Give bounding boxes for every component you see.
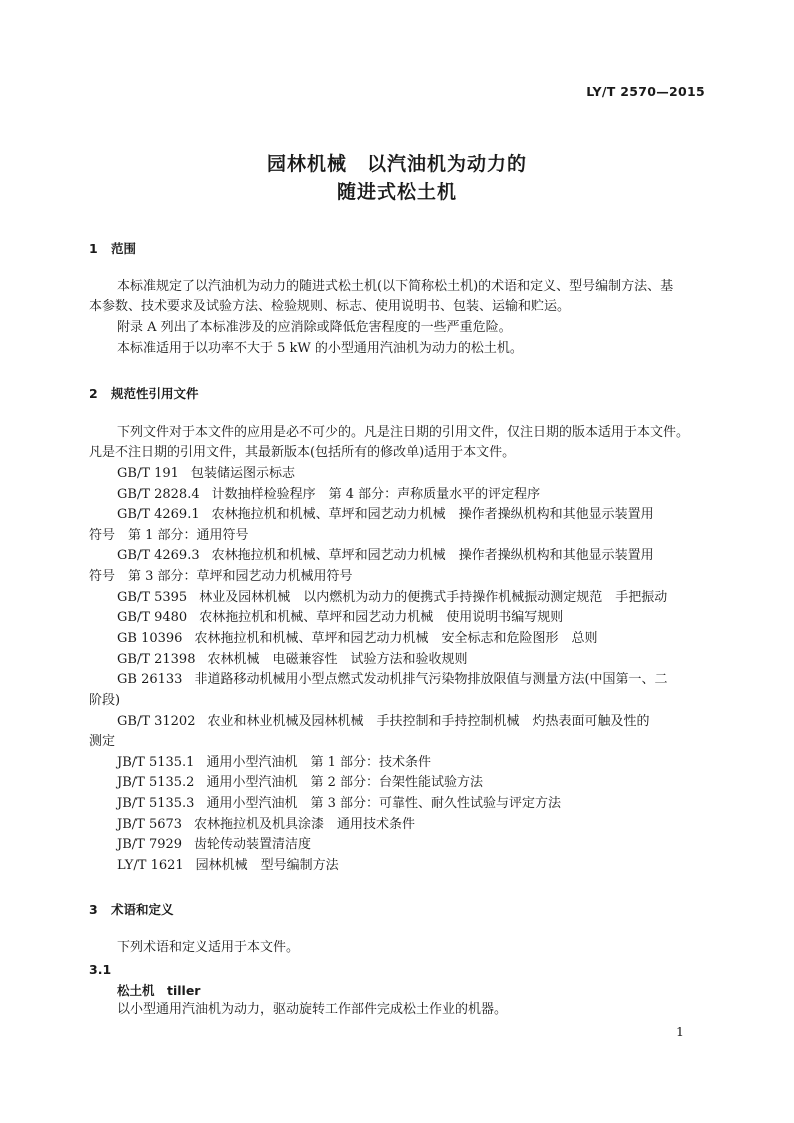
reference-title: 齿轮传动装置清洁度 [194,837,312,852]
reference-continuation: 符号 第 1 部分：通用符号 [89,528,249,543]
reference-item [117,753,431,774]
section-number: 1 [89,241,98,256]
section-title: 范围 [111,241,137,256]
paragraph: 下列文件对于本文件的应用是必不可少的。凡是注日期的引用文件，仅注日期的版本适用于本文件。 [117,425,690,440]
reference-title: 农林机械 电磁兼容性 试验方法和验收规则 [207,652,468,667]
document-title-line2: 随进式松土机 [336,181,457,203]
reference-code: GB 26133 [117,672,183,687]
section-3-heading [89,900,174,918]
reference-title: 通用小型汽油机 第 3 部分：可靠性、耐久性试验与评定方法 [206,796,561,811]
reference-title: 包装储运图示标志 [190,466,295,481]
reference-code: JB/T 5135.1 [117,755,195,770]
reference-item [117,629,597,650]
paragraph: 本参数、技术要求及试验方法、检验规则、标志、使用说明书、包装、运输和贮运。 [89,299,571,314]
term-number: 3.1 [89,962,112,977]
section-title: 术语和定义 [111,902,174,917]
reference-title: 农业和林业机械及园林机械 手扶控制和手持控制机械 灼热表面可触及性的 [207,714,650,729]
reference-code: GB/T 4269.1 [117,507,200,522]
reference-code: GB/T 5395 [117,590,188,605]
document-title-line1: 园林机械 以汽油机为动力的 [266,153,527,175]
reference-item [117,608,563,629]
reference-code: JB/T 7929 [117,837,183,852]
reference-item [117,546,654,567]
reference-title: 林业及园林机械 以内燃机为动力的便携式手持操作机械振动测定规范 手把振动 [199,590,668,605]
paragraph: 本标准适用于以功率不大于 5 kW 的小型通用汽油机为动力的松土机。 [117,341,523,356]
reference-title: 通用小型汽油机 第 2 部分：台架性能试验方法 [206,775,483,790]
reference-title: 非道路移动机械用小型点燃式发动机排气污染物排放限值与测量方法(中国第一、二 [194,672,668,687]
reference-code: GB/T 191 [117,466,179,481]
term-definition: 以小型通用汽油机为动力，驱动旋转工作部件完成松土作业的机器。 [117,1002,508,1017]
standard-number: LY/T 2570—2015 [586,84,705,99]
reference-title: 通用小型汽油机 第 1 部分：技术条件 [206,755,431,770]
reference-code: GB/T 4269.3 [117,548,200,563]
reference-item [117,815,415,836]
reference-code: GB/T 21398 [117,652,196,667]
reference-item [117,464,295,485]
reference-continuation: 符号 第 3 部分：草坪和园艺动力机械用符号 [89,569,353,584]
reference-item [117,712,650,733]
reference-code: GB/T 2828.4 [117,487,200,502]
reference-item [117,650,468,671]
reference-title: 农林拖拉机和机械、草坪和园艺动力机械 操作者操纵机构和其他显示装置用 [211,507,654,522]
reference-code: GB/T 9480 [117,610,188,625]
paragraph: 下列术语和定义适用于本文件。 [117,940,300,955]
reference-item [117,794,561,815]
reference-code: JB/T 5135.3 [117,796,195,811]
reference-item [117,505,654,526]
term-heading: 松土机 tiller [117,983,201,998]
reference-code: GB 10396 [117,631,183,646]
reference-item [117,588,667,609]
reference-title: 园林机械 型号编制方法 [195,858,339,873]
page-number: 1 [676,1024,684,1039]
reference-title: 农林拖拉机和机械、草坪和园艺动力机械 使用说明书编写规则 [199,610,564,625]
paragraph: 本标准规定了以汽油机为动力的随进式松土机(以下简称松土机)的术语和定义、型号编制方法、基 [117,279,674,294]
reference-item [117,835,311,856]
reference-title: 计数抽样检验程序 第 4 部分：声称质量水平的评定程序 [211,487,541,502]
reference-code: JB/T 5673 [117,817,183,832]
section-number: 2 [89,386,98,401]
reference-code: GB/T 31202 [117,714,196,729]
reference-item [117,773,483,794]
reference-title: 农林拖拉机及机具涂漆 通用技术条件 [194,817,416,832]
section-title: 规范性引用文件 [111,386,199,401]
section-1-heading [89,239,136,257]
reference-item [117,670,668,691]
reference-item [117,856,339,877]
paragraph: 附录 A 列出了本标准涉及的应消除或降低危害程度的一些严重危险。 [117,320,512,335]
paragraph: 凡是不注日期的引用文件，其最新版本(包括所有的修改单)适用于本文件。 [89,445,516,460]
reference-code: JB/T 5135.2 [117,775,195,790]
reference-continuation: 阶段) [89,693,121,708]
reference-item [117,485,540,506]
section-2-heading [89,384,199,402]
section-number: 3 [89,902,98,917]
reference-title: 农林拖拉机和机械、草坪和园艺动力机械 安全标志和危险图形 总则 [194,631,598,646]
reference-title: 农林拖拉机和机械、草坪和园艺动力机械 操作者操纵机构和其他显示装置用 [211,548,654,563]
reference-continuation: 测定 [89,734,116,749]
reference-code: LY/T 1621 [117,858,184,873]
